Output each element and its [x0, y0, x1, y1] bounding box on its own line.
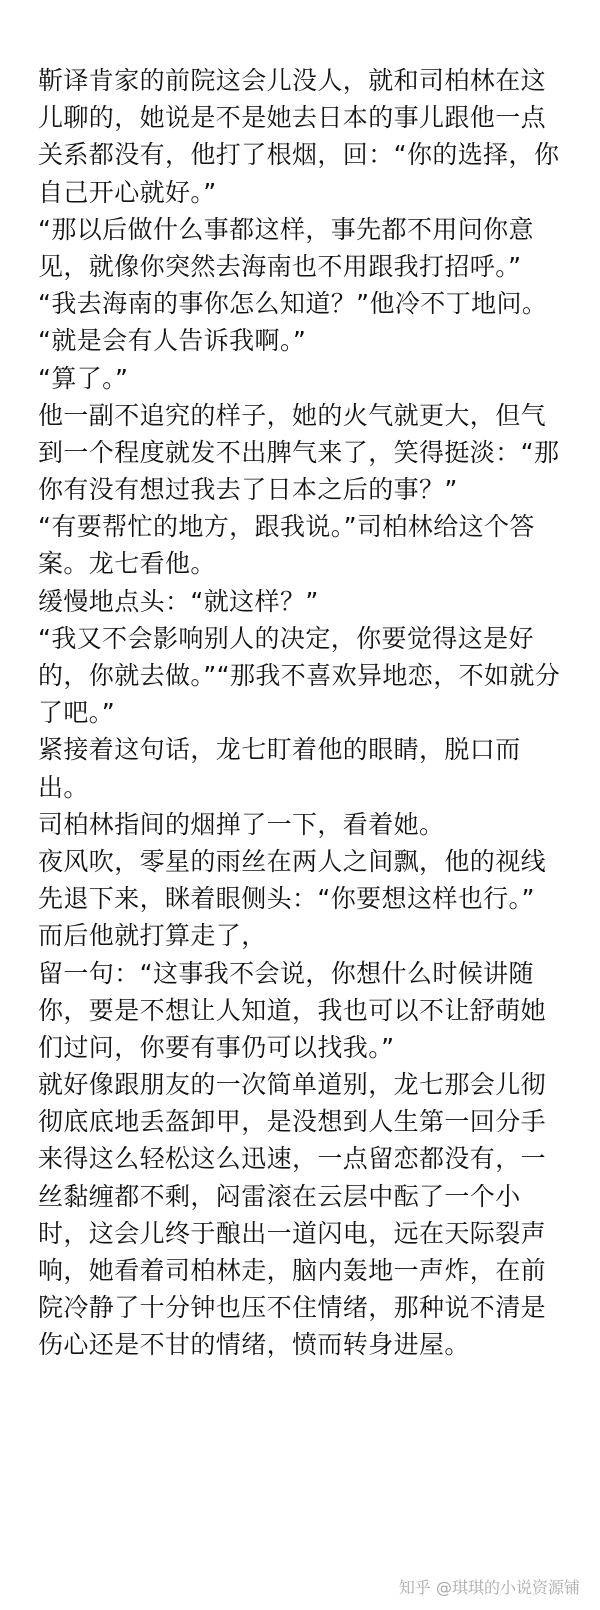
text-line: 紧接着这句话，龙七盯着他的眼睛，脱口而: [38, 735, 521, 765]
text-line: 留一句：“这事我不会说，你想什么时候讲随: [38, 958, 534, 988]
text-line: 时，这会儿终于酿出一道闪电，远在天际裂声: [38, 1218, 547, 1248]
text-line: 靳译肯家的前院这会儿没人，就和司柏林在这: [38, 66, 547, 95]
text-line: 司柏林指间的烟掸了一下，看着她。: [38, 809, 445, 839]
text-line: 他一副不追究的样子，她的火气就更大，但气: [38, 400, 547, 430]
watermark: 知乎 @琪琪的小说资源铺: [398, 1578, 580, 1597]
text-line: 你，要是不想让人知道，我也可以不让舒萌她: [38, 995, 547, 1025]
text-line: 出。: [38, 772, 89, 802]
text-line: 伤心还是不甘的情绪，愤而转身进屋。: [38, 1330, 470, 1360]
text-line: “有要帮忙的地方，跟我说。”司柏林给这个答: [38, 512, 535, 542]
text-line: 就好像跟朋友的一次简单道别，龙七那会儿彻: [38, 1070, 547, 1100]
text-line: 自己开心就好。”: [38, 177, 217, 207]
text-line: 院冷静了十分钟也压不住情绪，那种说不清是: [38, 1293, 547, 1323]
text-line: 见，就像你突然去海南也不用跟我打招呼。”: [38, 251, 522, 281]
text-line: “我去海南的事你怎么知道？”他冷不丁地问。: [38, 289, 548, 319]
text-line: “我又不会影响别人的决定，你要觉得这是好: [38, 623, 534, 653]
text-line: 到一个程度就发不出脾气来了，笑得挺淡：“那: [38, 437, 560, 467]
text-line: 而后他就打算走了，: [38, 921, 267, 951]
text-line: 响，她看着司柏林走，脑内轰地一声炸，在前: [38, 1256, 547, 1285]
text-line: 缓慢地点头：“就这样？”: [38, 586, 319, 616]
text-line: 夜风吹，零星的雨丝在两人之间飘，他的视线: [38, 846, 547, 876]
text-line: 丝黏缠都不剩，闷雷滚在云层中酝了一个小: [38, 1181, 521, 1211]
text-line: 关系都没有，他打了根烟，回：“你的选择，你: [38, 140, 560, 170]
text-line: 彻底底地丢盔卸甲，是没想到人生第一回分手: [38, 1107, 547, 1137]
text-line: 案。龙七看他。: [38, 549, 216, 579]
text-line: 们过问，你要有事仍可以找我。”: [38, 1032, 395, 1062]
text-line: “那以后做什么事都这样，事先都不用问你意: [38, 214, 534, 244]
text-line: 你有没有想过我去了日本之后的事？”: [38, 475, 458, 505]
text-line: “算了。”: [38, 363, 129, 393]
text-line: 的，你就去做。”“那我不喜欢异地恋，不如就分: [38, 661, 561, 690]
text-line: “就是会有人告诉我啊。”: [38, 326, 307, 356]
text-line: 儿聊的，她说是不是她去日本的事儿跟他一点: [38, 103, 547, 133]
text-line: 来得这么轻松这么迅速，一点留恋都没有，一: [38, 1144, 547, 1174]
article-body: [38, 62, 570, 1364]
text-line: 了吧。”: [38, 698, 116, 728]
text-line: 先退下来，眯着眼侧头：“你要想这样也行。”: [38, 884, 535, 914]
